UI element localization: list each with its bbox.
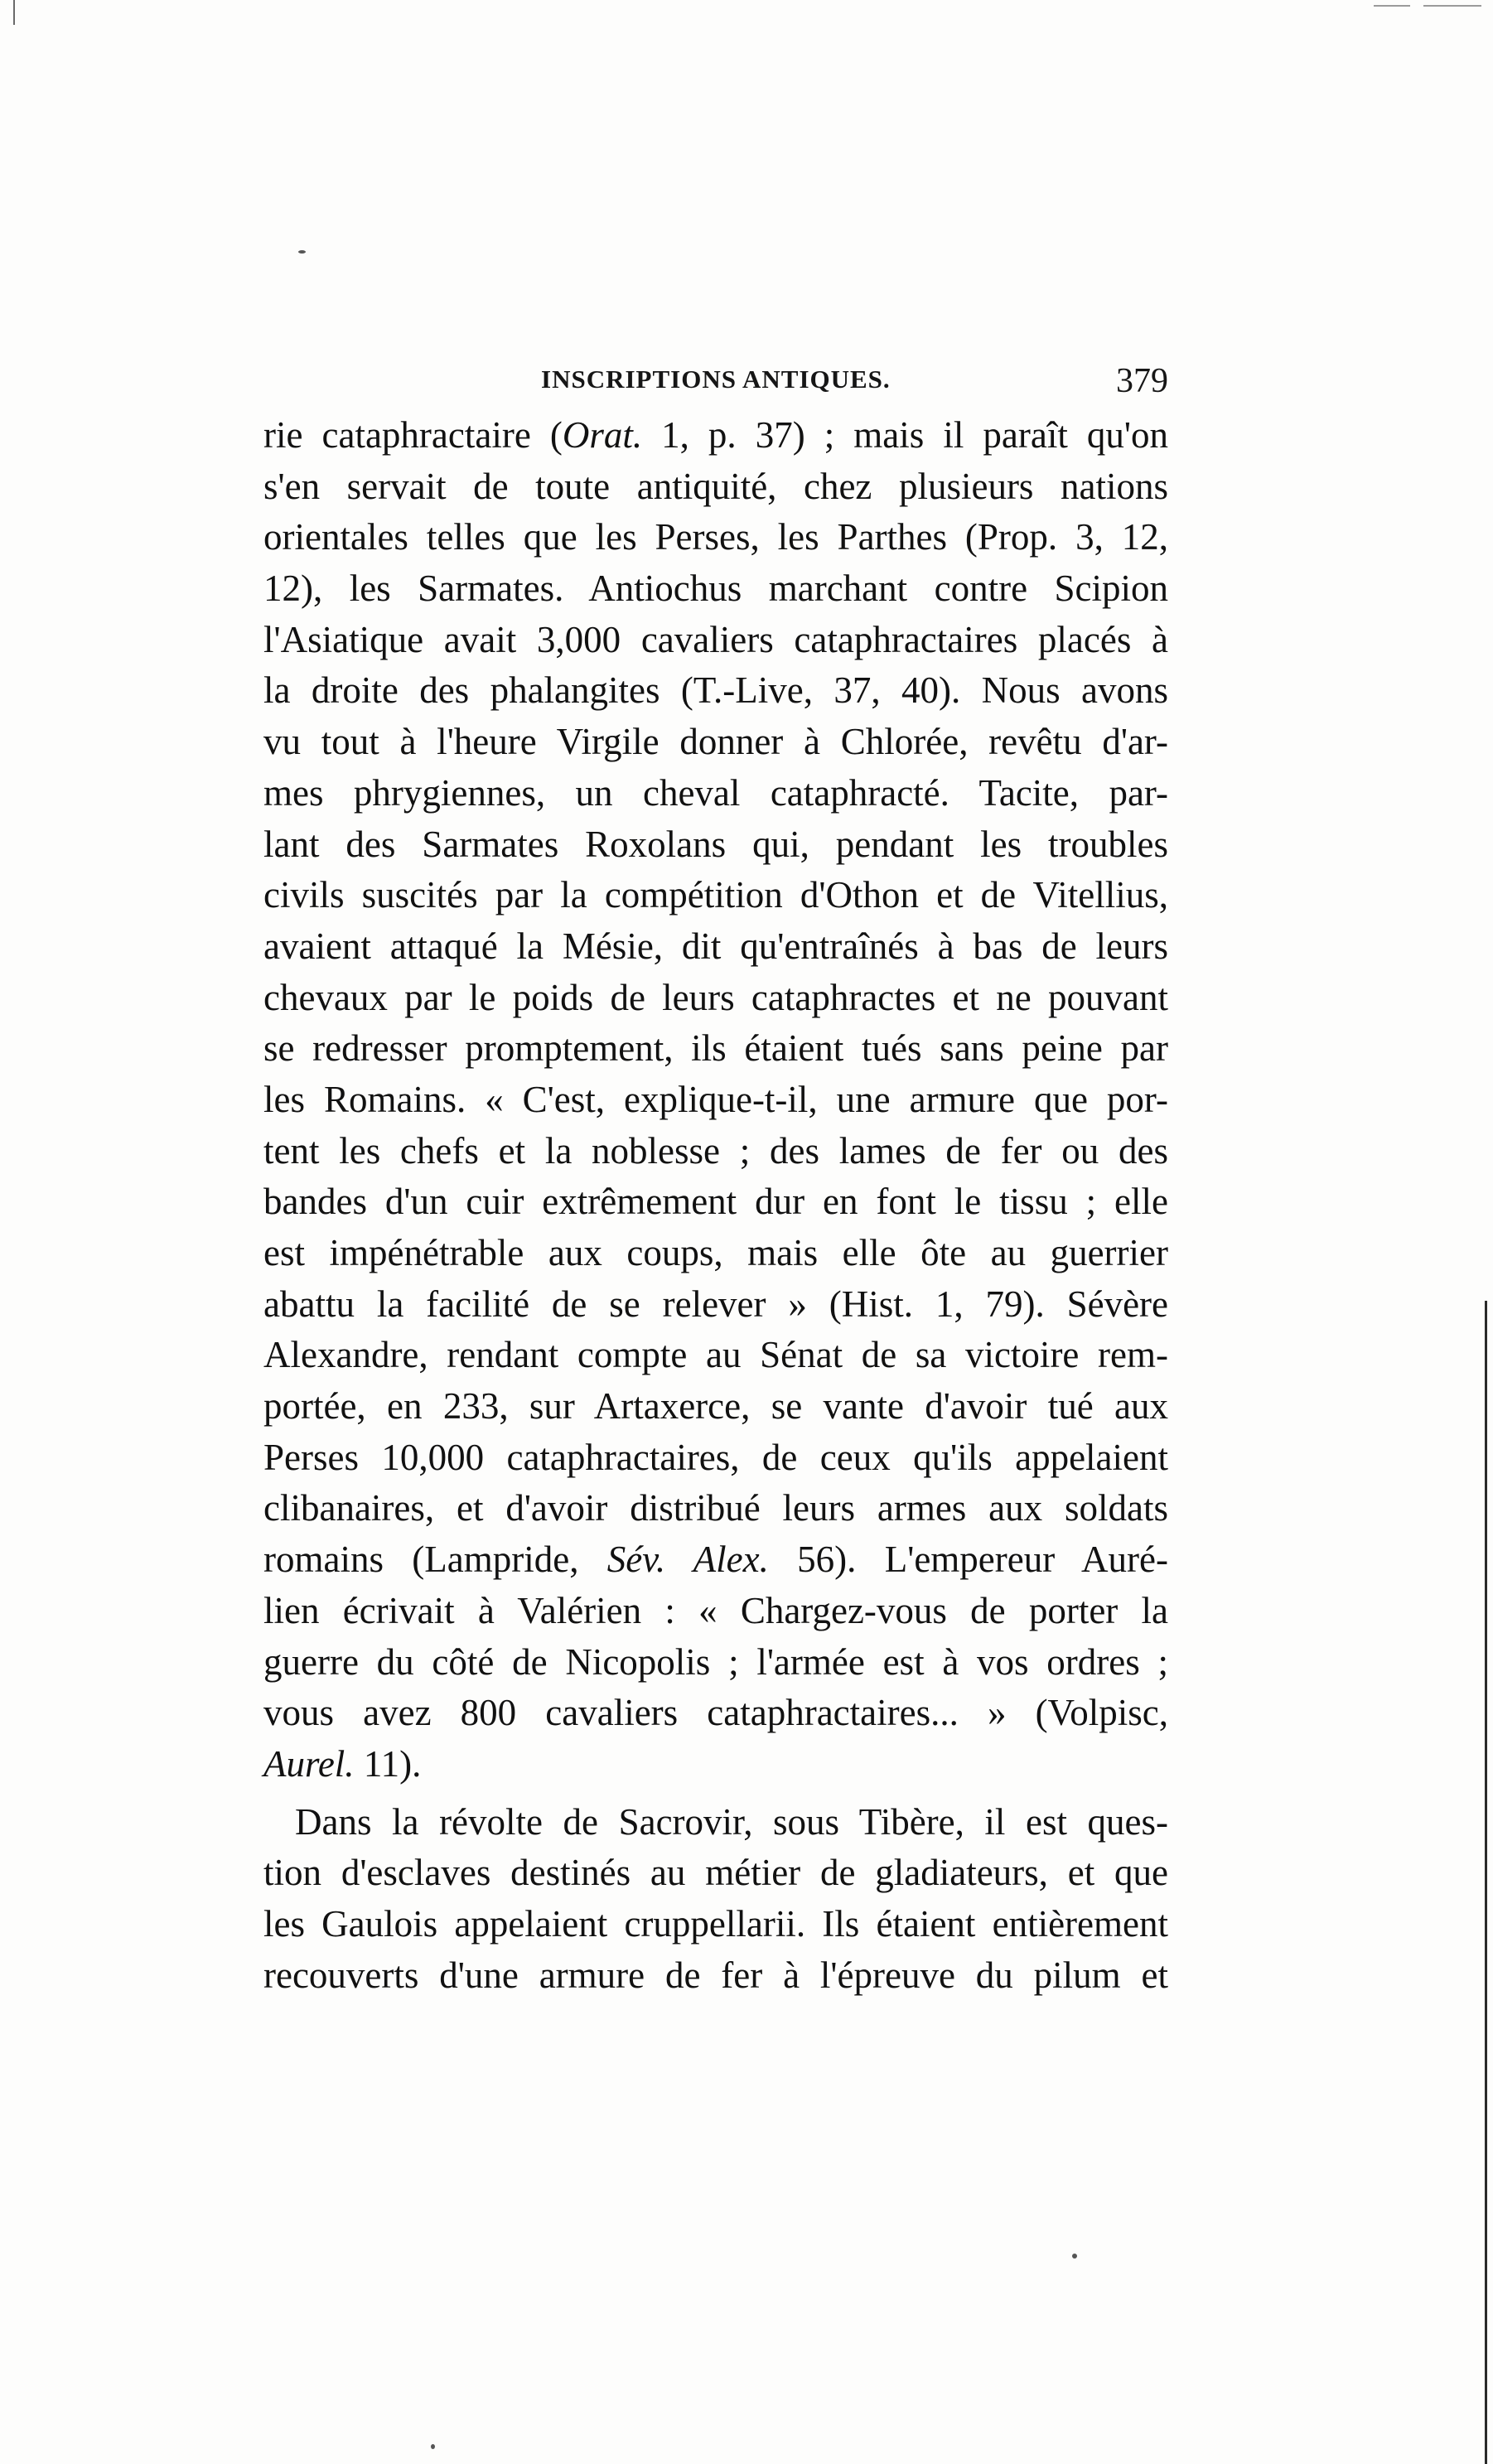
ink-speck <box>431 2444 435 2449</box>
text-line: l'Asiatique avait 3,000 cavaliers cataphractaires placés à <box>263 618 1168 660</box>
text-line: 12), les Sarmates. Antiochus marchant contre Scipion <box>263 568 1168 610</box>
text-line: clibanaires, et d'avoir distribué leurs armes aux soldats <box>263 1487 1168 1529</box>
running-title: INSCRIPTIONS ANTIQUES. <box>541 365 891 394</box>
running-header <box>263 361 1168 411</box>
text-line: les Romains. « C'est, explique-t-il, une armure que por- <box>263 1078 1168 1120</box>
text-line: bandes d'un cuir extrêmement dur en font le tissu ; elle <box>263 1181 1168 1223</box>
paragraph <box>263 410 1168 1790</box>
text-line: Perses 10,000 cataphractaires, de ceux qu'ils appelaient <box>263 1436 1168 1478</box>
text-line: recouverts d'une armure de fer à l'épreuve du pilum et <box>263 1954 1168 1996</box>
text-line: romains (Lampride, Sév. Alex. 56). L'empereur Auré- <box>263 1539 1168 1581</box>
paragraph-gap <box>263 1790 1168 1797</box>
scan-edge-mark <box>1374 5 1410 7</box>
body-text <box>263 410 1168 2001</box>
page-number: 379 <box>1116 362 1168 400</box>
text-line: tion d'esclaves destinés au métier de gladiateurs, et que <box>263 1852 1168 1894</box>
text-line: les Gaulois appelaient cruppellarii. Ils étaient entièrement <box>263 1902 1168 1945</box>
paragraph <box>263 1797 1168 2002</box>
text-line: est impénétrable aux coups, mais elle ôte au guerrier <box>263 1232 1168 1273</box>
binding-edge-line <box>1485 1301 1487 2464</box>
text-line: la droite des phalangites (T.-Live, 37, 40). Nous avons <box>263 669 1168 712</box>
text-line: se redresser promptement, ils étaient tués sans peine par <box>263 1027 1168 1070</box>
text-line: lien écrivait à Valérien : « Chargez-vous de porter la <box>263 1589 1168 1631</box>
text-line: guerre du côté de Nicopolis ; l'armée est à vos ordres ; <box>263 1640 1168 1683</box>
ink-speck <box>1072 2254 1077 2259</box>
text-line: civils suscités par la compétition d'Othon et de Vitellius, <box>263 874 1168 916</box>
text-line: Dans la révolte de Sacrovir, sous Tibère, il est ques- <box>295 1800 1168 1843</box>
text-line: lant des Sarmates Roxolans qui, pendant les troubles <box>263 823 1168 865</box>
text-line: rie cataphractaire (Orat. 1, p. 37) ; mais il paraît qu'on <box>263 414 1168 456</box>
text-line: orientales telles que les Perses, les Parthes (Prop. 3, 12, <box>263 516 1168 558</box>
scan-edge-mark <box>13 0 15 25</box>
text-line: mes phrygiennes, un cheval cataphracté. Tacite, par- <box>263 771 1168 814</box>
text-line: chevaux par le poids de leurs cataphractes et ne pouvant <box>263 976 1168 1018</box>
text-line: abattu la facilité de se relever » (Hist. 1, 79). Sévère <box>263 1283 1168 1325</box>
scan-edge-mark <box>1423 5 1481 7</box>
text-line: vu tout à l'heure Virgile donner à Chlorée, revêtu d'ar- <box>263 721 1168 763</box>
text-line: Aurel. 11). <box>263 1742 422 1785</box>
text-line: vous avez 800 cavaliers cataphractaires... » (Volpisc, <box>263 1692 1168 1734</box>
text-line: tent les chefs et la noblesse ; des lames de fer ou des <box>263 1129 1168 1172</box>
text-line: portée, en 233, sur Artaxerce, se vante d'avoir tué aux <box>263 1385 1168 1428</box>
text-line: Alexandre, rendant compte au Sénat de sa victoire rem- <box>263 1334 1168 1376</box>
ink-speck <box>298 250 306 254</box>
text-line: s'en servait de toute antiquité, chez plusieurs nations <box>263 465 1168 507</box>
text-line: avaient attaqué la Mésie, dit qu'entraînés à bas de leurs <box>263 925 1168 967</box>
